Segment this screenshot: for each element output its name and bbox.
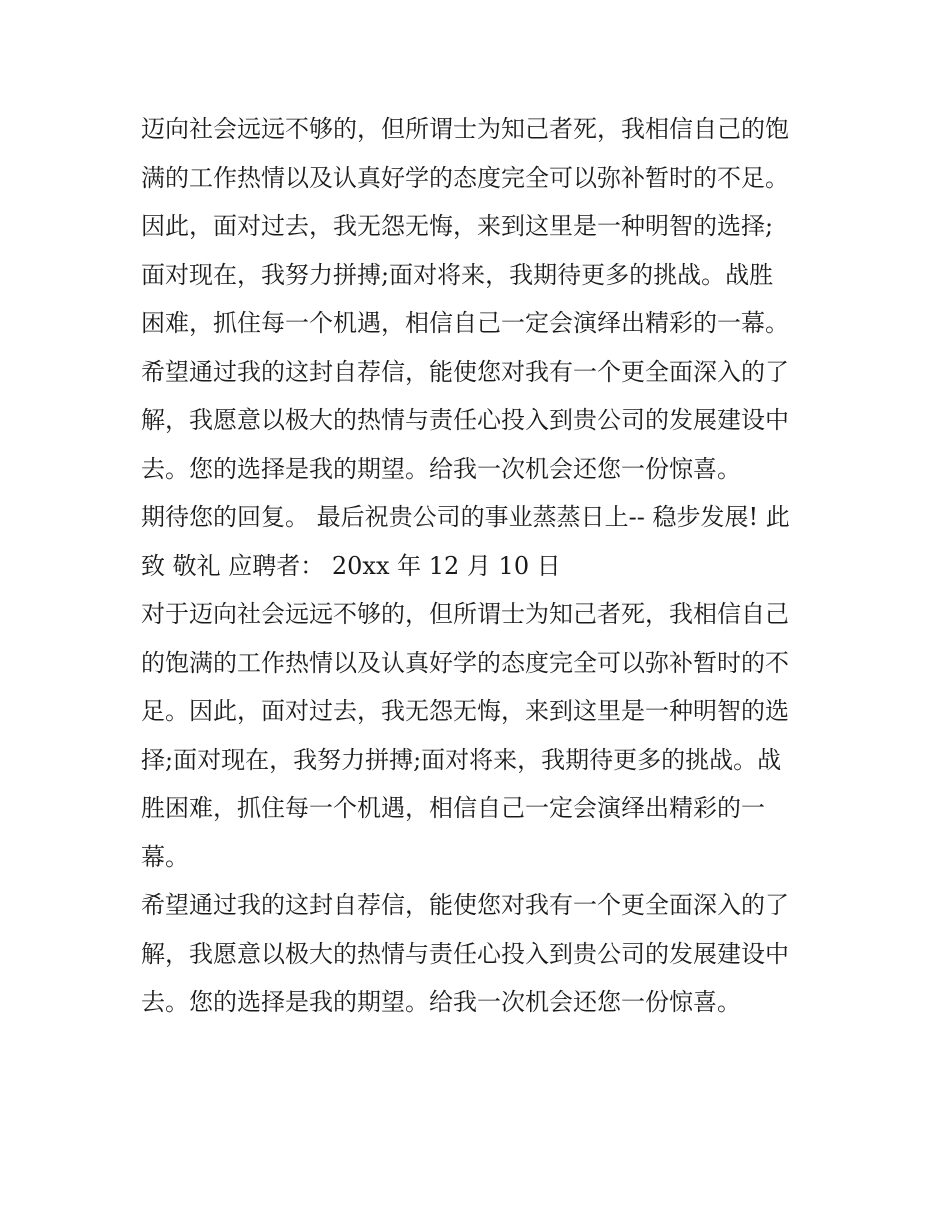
text-line: 迈向社会远远不够的，但所谓士为知己者死，我相信自己的饱 (141, 115, 789, 143)
text-line: 去。您的选择是我的期望。给我一次机会还您一份惊喜。 (141, 454, 741, 483)
text-line: 的饱满的工作热情以及认真好学的态度完全可以弥补暂时的不 (141, 648, 789, 677)
text-line: 足。因此，面对过去，我无怨无悔，来到这里是一种明智的选 (141, 697, 789, 725)
text-line: 困难，抓住每一个机遇，相信自己一定会演绎出精彩的一幕。 (141, 309, 789, 337)
text-line: 胜困难，抓住每一个机遇，相信自己一定会演绎出精彩的一 (141, 794, 765, 822)
text-line: 因此，面对过去，我无怨无悔，来到这里是一种明智的选择; (141, 212, 774, 240)
text-line: 面对现在，我努力拼搏;面对将来，我期待更多的挑战。战胜 (141, 260, 774, 289)
text-line: 幕。 (141, 842, 189, 871)
text-line: 解，我愿意以极大的热情与责任心投入到贵公司的发展建设中 (141, 939, 789, 968)
text-line: 希望通过我的这封自荐信，能使您对我有一个更全面深入的了 (141, 357, 789, 386)
text-line: 择;面对现在，我努力拼搏;面对将来，我期待更多的挑战。战 (141, 745, 782, 774)
text-line: 希望通过我的这封自荐信，能使您对我有一个更全面深入的了 (141, 891, 789, 919)
letter-body (141, 105, 821, 1027)
text-line: 对于迈向社会远远不够的，但所谓士为知己者死，我相信自己 (141, 600, 789, 628)
text-line: 满的工作热情以及认真好学的态度完全可以弥补暂时的不足。 (141, 163, 789, 192)
signature-line: 致 敬礼 应聘者： 20xx 年 12 月 10 日 (141, 551, 561, 580)
text-line: 去。您的选择是我的期望。给我一次机会还您一份惊喜。 (141, 988, 741, 1016)
text-line: 解，我愿意以极大的热情与责任心投入到贵公司的发展建设中 (141, 406, 789, 434)
text-line: 期待您的回复。 最后祝贵公司的事业蒸蒸日上-- 稳步发展! 此 (141, 503, 790, 531)
